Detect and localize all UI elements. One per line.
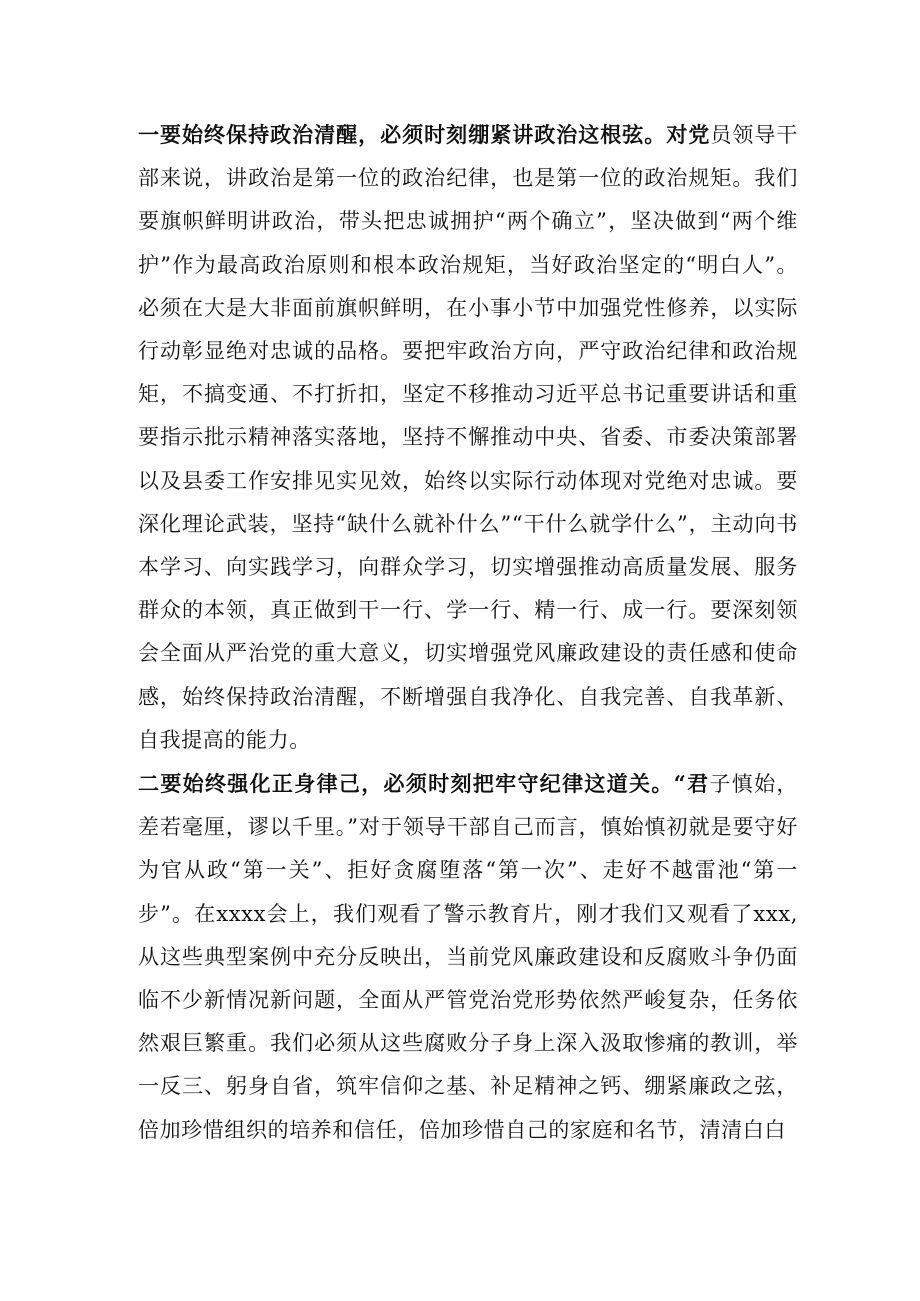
paragraph-heading: 二要始终强化正身律己，必须时刻把牢守纪律这道关。“君: [138, 771, 710, 797]
paragraph-text: 员领导干部来说，讲政治是第一位的政治纪律，也是第一位的政治规矩。我们要旗帜鲜明讲政治，带头把忠诚拥护“两个确立”，坚决做到“两个维护”作为最高政治原则和根本政治规矩，当好政治坚定的“明白人”。必须在大是大非面前旗帜鲜明，在小事小节中加强党性修养，以实际行动彰显绝对忠诚的品格。要把牢政治方向，严守政治纪律和政治规矩，不搞变通、不打折扣，坚定不移推动习近平总书记重要讲话和重要指示批示精神落实落地，坚持不懈推动中央、省委、市委决策部署以及县委工作安排见实见效，始终以实际行动体现对党绝对忠诚。要深化理论武装，坚持“缺什么就补什么”“干什么就学什么”，主动向书本学习、向实践学习，向群众学习，切实增强推动高质量发展、服务群众的本领，真正做到干一行、学一行、精一行、成一行。要深刻领会全面从严治党的重大意义，切实增强党风廉政建设的责任感和使命感，始终保持政治清醒，不断增强自我净化、自我完善、自我革新、自我提高的能力。: [138, 123, 798, 752]
document-body: [138, 113, 798, 1152]
paragraph-self-discipline: [138, 762, 798, 1152]
paragraph-text: 子慎始，差若毫厘，谬以千里。”对于领导干部自己而言，慎始慎初就是要守好为官从政“第一关”、拒好贪腐堕落“第一次”、走好不越雷池“第一步”。在xxxx会上，我们观看了警示教育片，刚才我们又观看了xxx,从这些典型案例中充分反映出，当前党风廉政建设和反腐败斗争仍面临不少新情况新问题，全面从严管党治党形势依然严峻复杂，任务依然艰巨繁重。我们必须从这些腐败分子身上深入汲取惨痛的教训，举一反三、躬身自省，筑牢信仰之基、补足精神之钙、绷紧廉政之弦，倍加珍惜组织的培养和信任，倍加珍惜自己的家庭和名节，清清白白: [138, 772, 798, 1142]
paragraph-heading: 一要始终保持政治清醒，必须时刻绷紧讲政治这根弦。对党: [138, 122, 711, 147]
paragraph-political-awareness: [138, 113, 798, 762]
